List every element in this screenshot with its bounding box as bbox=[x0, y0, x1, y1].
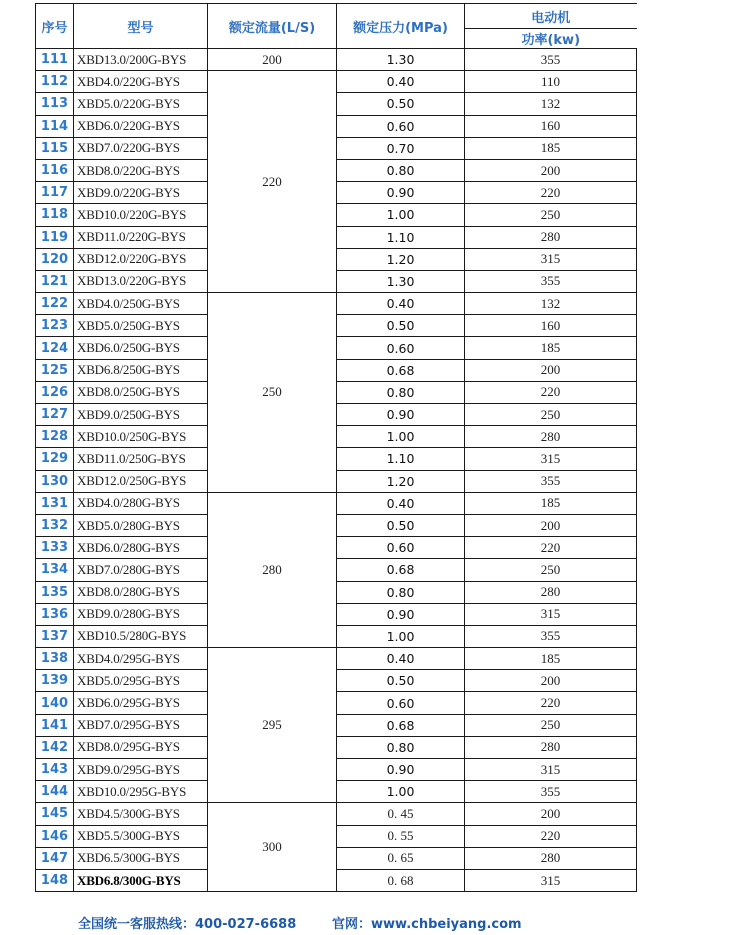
row-number: 145 bbox=[36, 803, 74, 825]
model-cell: XBD9.0/250G-BYS bbox=[74, 404, 208, 426]
flow-cell: 200 bbox=[208, 49, 337, 71]
power-cell: 250 bbox=[465, 404, 637, 426]
row-number: 138 bbox=[36, 648, 74, 670]
pressure-cell: 0.40 bbox=[337, 648, 465, 670]
model-cell: XBD10.0/250G-BYS bbox=[74, 426, 208, 448]
table-row bbox=[36, 492, 637, 514]
model-cell: XBD4.5/300G-BYS bbox=[74, 803, 208, 825]
power-cell: 132 bbox=[465, 93, 637, 115]
pressure-cell: 1.10 bbox=[337, 226, 465, 248]
model-cell: XBD5.0/250G-BYS bbox=[74, 315, 208, 337]
table-row bbox=[36, 670, 637, 692]
row-number: 133 bbox=[36, 537, 74, 559]
power-cell: 280 bbox=[465, 736, 637, 758]
table-body bbox=[36, 49, 637, 892]
power-cell: 280 bbox=[465, 226, 637, 248]
model-cell: XBD5.5/300G-BYS bbox=[74, 825, 208, 847]
pressure-cell: 0.70 bbox=[337, 137, 465, 159]
model-cell: XBD6.0/250G-BYS bbox=[74, 337, 208, 359]
power-cell: 200 bbox=[465, 803, 637, 825]
power-cell: 220 bbox=[465, 825, 637, 847]
pressure-cell: 0.68 bbox=[337, 559, 465, 581]
table-row bbox=[36, 581, 637, 603]
row-number: 121 bbox=[36, 270, 74, 292]
pressure-cell: 1.20 bbox=[337, 248, 465, 270]
model-cell: XBD7.0/220G-BYS bbox=[74, 137, 208, 159]
power-cell: 315 bbox=[465, 248, 637, 270]
model-cell: XBD6.0/220G-BYS bbox=[74, 115, 208, 137]
table-row bbox=[36, 869, 637, 891]
pressure-cell: 0.68 bbox=[337, 714, 465, 736]
power-cell: 200 bbox=[465, 670, 637, 692]
power-cell: 200 bbox=[465, 514, 637, 536]
row-number: 128 bbox=[36, 426, 74, 448]
table-row bbox=[36, 448, 637, 470]
pressure-cell: 0.50 bbox=[337, 670, 465, 692]
model-cell: XBD5.0/295G-BYS bbox=[74, 670, 208, 692]
table-row bbox=[36, 293, 637, 315]
row-number: 117 bbox=[36, 182, 74, 204]
pressure-cell: 0. 68 bbox=[337, 869, 465, 891]
power-cell: 220 bbox=[465, 537, 637, 559]
pressure-cell: 0.80 bbox=[337, 381, 465, 403]
row-number: 142 bbox=[36, 736, 74, 758]
row-number: 111 bbox=[36, 49, 74, 71]
power-cell: 250 bbox=[465, 714, 637, 736]
table-row bbox=[36, 182, 637, 204]
model-cell: XBD8.0/295G-BYS bbox=[74, 736, 208, 758]
header-model: 型号 bbox=[74, 4, 208, 49]
model-cell: XBD13.0/220G-BYS bbox=[74, 270, 208, 292]
flow-cell: 220 bbox=[208, 71, 337, 293]
row-number: 124 bbox=[36, 337, 74, 359]
table-row bbox=[36, 759, 637, 781]
pressure-cell: 1.00 bbox=[337, 426, 465, 448]
flow-cell: 300 bbox=[208, 803, 337, 892]
table-row bbox=[36, 825, 637, 847]
row-number: 140 bbox=[36, 692, 74, 714]
model-cell: XBD9.0/295G-BYS bbox=[74, 759, 208, 781]
row-number: 131 bbox=[36, 492, 74, 514]
power-cell: 110 bbox=[465, 71, 637, 93]
power-cell: 160 bbox=[465, 315, 637, 337]
model-cell: XBD6.8/250G-BYS bbox=[74, 359, 208, 381]
table-row bbox=[36, 470, 637, 492]
row-number: 144 bbox=[36, 781, 74, 803]
model-cell: XBD6.0/295G-BYS bbox=[74, 692, 208, 714]
row-number: 118 bbox=[36, 204, 74, 226]
power-cell: 220 bbox=[465, 692, 637, 714]
row-number: 146 bbox=[36, 825, 74, 847]
row-number: 120 bbox=[36, 248, 74, 270]
model-cell: XBD11.0/220G-BYS bbox=[74, 226, 208, 248]
row-number: 132 bbox=[36, 514, 74, 536]
row-number: 141 bbox=[36, 714, 74, 736]
power-cell: 315 bbox=[465, 603, 637, 625]
flow-cell: 280 bbox=[208, 492, 337, 647]
row-number: 113 bbox=[36, 93, 74, 115]
model-cell: XBD9.0/280G-BYS bbox=[74, 603, 208, 625]
model-cell: XBD5.0/280G-BYS bbox=[74, 514, 208, 536]
power-cell: 220 bbox=[465, 381, 637, 403]
table-row bbox=[36, 204, 637, 226]
table-row bbox=[36, 847, 637, 869]
website-text: 官网：www.chbeiyang.com bbox=[332, 917, 522, 932]
table-row bbox=[36, 93, 637, 115]
pressure-cell: 0.40 bbox=[337, 492, 465, 514]
model-cell: XBD6.0/280G-BYS bbox=[74, 537, 208, 559]
table-row bbox=[36, 337, 637, 359]
pressure-cell: 0.90 bbox=[337, 404, 465, 426]
power-cell: 355 bbox=[465, 270, 637, 292]
power-cell: 185 bbox=[465, 337, 637, 359]
model-cell: XBD12.0/250G-BYS bbox=[74, 470, 208, 492]
power-cell: 280 bbox=[465, 581, 637, 603]
pressure-cell: 0.50 bbox=[337, 514, 465, 536]
model-cell: XBD11.0/250G-BYS bbox=[74, 448, 208, 470]
model-cell: XBD6.5/300G-BYS bbox=[74, 847, 208, 869]
row-number: 112 bbox=[36, 71, 74, 93]
pressure-cell: 0. 45 bbox=[337, 803, 465, 825]
row-number: 143 bbox=[36, 759, 74, 781]
table-row bbox=[36, 781, 637, 803]
table-row bbox=[36, 270, 637, 292]
model-cell: XBD8.0/220G-BYS bbox=[74, 159, 208, 181]
power-cell: 355 bbox=[465, 781, 637, 803]
row-number: 114 bbox=[36, 115, 74, 137]
hotline-text: 全国统一客服热线：400-027-6688 bbox=[78, 917, 297, 932]
power-cell: 315 bbox=[465, 869, 637, 891]
row-number: 130 bbox=[36, 470, 74, 492]
power-cell: 280 bbox=[465, 426, 637, 448]
model-cell: XBD6.8/300G-BYS bbox=[74, 869, 208, 891]
pressure-cell: 1.20 bbox=[337, 470, 465, 492]
table-row bbox=[36, 537, 637, 559]
model-cell: XBD4.0/280G-BYS bbox=[74, 492, 208, 514]
pressure-cell: 0.90 bbox=[337, 182, 465, 204]
power-cell: 315 bbox=[465, 448, 637, 470]
table-row bbox=[36, 426, 637, 448]
table-row bbox=[36, 49, 637, 71]
model-cell: XBD8.0/250G-BYS bbox=[74, 381, 208, 403]
model-cell: XBD5.0/220G-BYS bbox=[74, 93, 208, 115]
pressure-cell: 0. 65 bbox=[337, 847, 465, 869]
table-row bbox=[36, 159, 637, 181]
table-row bbox=[36, 803, 637, 825]
pressure-cell: 0.40 bbox=[337, 71, 465, 93]
table-row bbox=[36, 603, 637, 625]
power-cell: 132 bbox=[465, 293, 637, 315]
pressure-cell: 1.00 bbox=[337, 625, 465, 647]
table-row bbox=[36, 514, 637, 536]
pressure-cell: 1.00 bbox=[337, 204, 465, 226]
row-number: 136 bbox=[36, 603, 74, 625]
power-cell: 355 bbox=[465, 470, 637, 492]
row-number: 129 bbox=[36, 448, 74, 470]
power-cell: 185 bbox=[465, 648, 637, 670]
model-cell: XBD12.0/220G-BYS bbox=[74, 248, 208, 270]
row-number: 134 bbox=[36, 559, 74, 581]
row-number: 139 bbox=[36, 670, 74, 692]
pressure-cell: 0.60 bbox=[337, 537, 465, 559]
table-row bbox=[36, 692, 637, 714]
pressure-cell: 0.60 bbox=[337, 115, 465, 137]
row-number: 147 bbox=[36, 847, 74, 869]
table-row bbox=[36, 359, 637, 381]
power-cell: 250 bbox=[465, 204, 637, 226]
model-cell: XBD4.0/250G-BYS bbox=[74, 293, 208, 315]
flow-cell: 250 bbox=[208, 293, 337, 493]
model-cell: XBD10.5/280G-BYS bbox=[74, 625, 208, 647]
pressure-cell: 1.00 bbox=[337, 781, 465, 803]
pressure-cell: 1.10 bbox=[337, 448, 465, 470]
row-number: 127 bbox=[36, 404, 74, 426]
row-number: 125 bbox=[36, 359, 74, 381]
power-cell: 200 bbox=[465, 359, 637, 381]
table-row bbox=[36, 71, 637, 93]
flow-cell: 295 bbox=[208, 648, 337, 803]
power-cell: 185 bbox=[465, 137, 637, 159]
power-cell: 355 bbox=[465, 49, 637, 71]
row-number: 115 bbox=[36, 137, 74, 159]
header-power: 功率(kw) bbox=[465, 29, 637, 49]
table-row bbox=[36, 137, 637, 159]
model-cell: XBD4.0/220G-BYS bbox=[74, 71, 208, 93]
table-row bbox=[36, 226, 637, 248]
header-row bbox=[36, 4, 637, 29]
pressure-cell: 0.40 bbox=[337, 293, 465, 315]
pressure-cell: 0.68 bbox=[337, 359, 465, 381]
pressure-cell: 0.80 bbox=[337, 736, 465, 758]
power-cell: 280 bbox=[465, 847, 637, 869]
model-cell: XBD10.0/295G-BYS bbox=[74, 781, 208, 803]
model-cell: XBD9.0/220G-BYS bbox=[74, 182, 208, 204]
pressure-cell: 0.50 bbox=[337, 315, 465, 337]
row-number: 135 bbox=[36, 581, 74, 603]
row-number: 126 bbox=[36, 381, 74, 403]
table-row bbox=[36, 559, 637, 581]
footer bbox=[0, 913, 750, 933]
header-no: 序号 bbox=[36, 4, 74, 49]
table-row bbox=[36, 404, 637, 426]
power-cell: 185 bbox=[465, 492, 637, 514]
model-cell: XBD13.0/200G-BYS bbox=[74, 49, 208, 71]
model-cell: XBD8.0/280G-BYS bbox=[74, 581, 208, 603]
table-row bbox=[36, 381, 637, 403]
power-cell: 220 bbox=[465, 182, 637, 204]
power-cell: 315 bbox=[465, 759, 637, 781]
table-row bbox=[36, 736, 637, 758]
model-cell: XBD7.0/280G-BYS bbox=[74, 559, 208, 581]
pressure-cell: 0.80 bbox=[337, 159, 465, 181]
header-pressure: 额定压力(MPa) bbox=[337, 4, 465, 49]
power-cell: 160 bbox=[465, 115, 637, 137]
row-number: 137 bbox=[36, 625, 74, 647]
table-row bbox=[36, 714, 637, 736]
header-motor: 电动机 bbox=[465, 4, 637, 29]
pressure-cell: 1.30 bbox=[337, 49, 465, 71]
power-cell: 355 bbox=[465, 625, 637, 647]
power-cell: 250 bbox=[465, 559, 637, 581]
power-cell: 200 bbox=[465, 159, 637, 181]
row-number: 123 bbox=[36, 315, 74, 337]
row-number: 116 bbox=[36, 159, 74, 181]
pressure-cell: 0.50 bbox=[337, 93, 465, 115]
table-row bbox=[36, 648, 637, 670]
pressure-cell: 1.30 bbox=[337, 270, 465, 292]
row-number: 122 bbox=[36, 293, 74, 315]
pressure-cell: 0.90 bbox=[337, 603, 465, 625]
table-row bbox=[36, 115, 637, 137]
pressure-cell: 0.60 bbox=[337, 337, 465, 359]
model-cell: XBD4.0/295G-BYS bbox=[74, 648, 208, 670]
table-row bbox=[36, 315, 637, 337]
pressure-cell: 0.80 bbox=[337, 581, 465, 603]
row-number: 119 bbox=[36, 226, 74, 248]
model-cell: XBD7.0/295G-BYS bbox=[74, 714, 208, 736]
model-cell: XBD10.0/220G-BYS bbox=[74, 204, 208, 226]
table-row bbox=[36, 248, 637, 270]
table-row bbox=[36, 625, 637, 647]
pressure-cell: 0.60 bbox=[337, 692, 465, 714]
row-number: 148 bbox=[36, 869, 74, 891]
header-flow: 额定流量(L/S) bbox=[208, 4, 337, 49]
pressure-cell: 0. 55 bbox=[337, 825, 465, 847]
pressure-cell: 0.90 bbox=[337, 759, 465, 781]
pump-spec-table bbox=[35, 3, 637, 892]
